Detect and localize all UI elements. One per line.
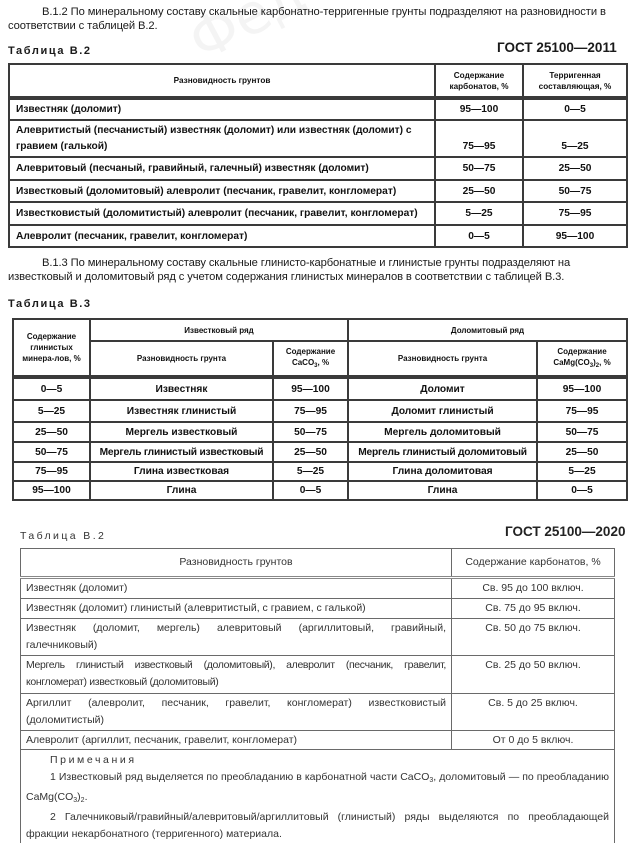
note-1: 1 Известковый ряд выделяется по преобладанию в карбонатной части CaCO$_3$, доломитовый — по преобладанию $CaMg(CO_3)_2$. [26, 769, 609, 809]
variety-cell: Аргиллит (алевролит, песчаник, гравелит, конгломерат) известковистый (доломитистый) [21, 693, 452, 730]
variety-cell: Известняк (доломит, мергель) алевритовый (аргиллитовый, гравийный, галечниковый) [21, 618, 452, 655]
calc-name-cell: Известняк глинистый [90, 400, 273, 422]
table-b3-2011 [12, 318, 628, 501]
standard-label-2011: ГОСТ 25100—2011 [497, 40, 617, 55]
carbonates-cell: 0—5 [435, 225, 523, 247]
variety-cell: Известковый (доломитовый) алевролит (песчаник, гравелит, конгломерат) [9, 180, 435, 202]
caco3-cell: 75—95 [273, 400, 348, 422]
table-row [21, 730, 615, 750]
table-b2-2020-caption: Таблица В.2 [20, 530, 106, 542]
clay-cell: 5—25 [13, 400, 90, 422]
variety-cell: Известняк (доломит) [9, 98, 435, 120]
note-2: 2 Галечниковый/гравийный/алевритовый/аргиллитовый (глинистый) ряды выделяются по преобладающей фракции некарбонатного (терригенного) материала. [26, 809, 609, 843]
paragraph-b13: В.1.3 По минеральному составу скальные глинисто-карбонатные и глинистые грунты подразделяют на известковый и доломитовый ряд с учетом содержания глинистых минералов в соответствии с таблицей В.3. [8, 256, 628, 284]
table-row [13, 377, 627, 400]
camg-cell: 25—50 [537, 442, 627, 462]
carbonates-cell: Св. 50 до 75 включ. [452, 618, 615, 655]
table-row [9, 225, 627, 247]
table-row [13, 481, 627, 500]
table-row [21, 578, 615, 599]
camg-cell: 50—75 [537, 422, 627, 442]
table-row [9, 98, 627, 120]
table-row [21, 693, 615, 730]
notes-row [21, 750, 615, 843]
caco3-cell: 25—50 [273, 442, 348, 462]
clay-cell: 25—50 [13, 422, 90, 442]
table-row [9, 157, 627, 180]
variety-cell: Алевролит (песчаник, гравелит, конгломерат) [9, 225, 435, 247]
table-b3-caption: Таблица В.3 [8, 297, 92, 311]
carbonates-cell: Св. 25 до 50 включ. [452, 655, 615, 693]
standard-label-2020: ГОСТ 25100—2020 [505, 524, 625, 539]
table-row [21, 618, 615, 655]
carbonates-cell: 50—75 [435, 157, 523, 180]
table-b2-caption: Таблица В.2 [8, 44, 92, 58]
variety-cell: Известковистый (доломитистый) алевролит (песчаник, гравелит, конгломерат) [9, 202, 435, 225]
clay-cell: 95—100 [13, 481, 90, 500]
table-row [21, 655, 615, 693]
notes-title: Примечания [26, 752, 609, 769]
camg-cell: 5—25 [537, 462, 627, 481]
calc-name-cell: Мергель глинистый известковый [90, 442, 273, 462]
variety-cell: Алевролит (аргиллит, песчаник, гравелит, конгломерат) [21, 730, 452, 750]
variety-cell: Известняк (доломит) глинистый (алевритистый, с гравием, с галькой) [21, 598, 452, 618]
notes-cell [21, 750, 615, 843]
table-row [9, 180, 627, 202]
col-header-camg: Содержание $CaMg(CO_3)_2$, % [537, 341, 627, 377]
dolo-name-cell: Глина [348, 481, 537, 500]
variety-cell: Алевритистый (песчанистый) известняк (доломит) или известняк (доломит) с гравием (галькой) [9, 120, 435, 157]
col-header-calc-variety: Разновидность грунта [90, 341, 273, 377]
carbonates-cell: 75—95 [435, 120, 523, 157]
variety-cell: Алевритовый (песчаный, гравийный, галечный) известняк (доломит) [9, 157, 435, 180]
col-header-dolo-variety: Разновидность грунта [348, 341, 537, 377]
variety-cell: Известняк (доломит) [21, 578, 452, 599]
camg-cell: 95—100 [537, 377, 627, 400]
caco3-cell: 0—5 [273, 481, 348, 500]
carbonates-cell: Св. 95 до 100 включ. [452, 578, 615, 599]
calc-name-cell: Мергель известковый [90, 422, 273, 442]
col-header-dolomitic-series: Доломитовый ряд [348, 319, 627, 341]
terrigenous-cell: 95—100 [523, 225, 627, 247]
dolo-name-cell: Доломит глинистый [348, 400, 537, 422]
col-header-caco3: Содержание CaCO$_3$, % [273, 341, 348, 377]
caco3-cell: 95—100 [273, 377, 348, 400]
terrigenous-cell: 5—25 [523, 120, 627, 157]
col-header-variety: Разновидность грунтов [21, 549, 452, 578]
col-header-carbonates: Содержание карбонатов, % [452, 549, 615, 578]
clay-cell: 0—5 [13, 377, 90, 400]
table-row [13, 400, 627, 422]
calc-name-cell: Глина известковая [90, 462, 273, 481]
paragraph-b12: В.1.2 По минеральному составу скальные карбонатно-терригенные грунты подразделяют на разновидности в соответствии с таблицей В.2. [8, 5, 628, 33]
variety-cell: Мергель глинистый известковый (доломитовый), алевролит (песчаник, гравелит, конгломерат) известковый (доломитовый) [21, 655, 452, 693]
table-row [9, 120, 627, 157]
camg-cell: 0—5 [537, 481, 627, 500]
terrigenous-cell: 0—5 [523, 98, 627, 120]
col-header-carbonates: Содержание карбонатов, % [435, 64, 523, 98]
terrigenous-cell: 25—50 [523, 157, 627, 180]
table-b2-2011 [8, 63, 628, 248]
table-row [13, 462, 627, 481]
calc-name-cell: Глина [90, 481, 273, 500]
carbonates-cell: 95—100 [435, 98, 523, 120]
clay-cell: 50—75 [13, 442, 90, 462]
table-row [13, 422, 627, 442]
dolo-name-cell: Мергель глинистый доломитовый [348, 442, 537, 462]
carbonates-cell: Св. 5 до 25 включ. [452, 693, 615, 730]
table-row [13, 442, 627, 462]
carbonates-cell: 5—25 [435, 202, 523, 225]
caco3-cell: 5—25 [273, 462, 348, 481]
dolo-name-cell: Мергель доломитовый [348, 422, 537, 442]
clay-cell: 75—95 [13, 462, 90, 481]
table-b2-2020 [20, 548, 615, 843]
terrigenous-cell: 75—95 [523, 202, 627, 225]
calc-name-cell: Известняк [90, 377, 273, 400]
col-header-variety: Разновидность грунтов [9, 64, 435, 98]
table-row [9, 202, 627, 225]
carbonates-cell: Св. 75 до 95 включ. [452, 598, 615, 618]
camg-cell: 75—95 [537, 400, 627, 422]
col-header-terrigenous: Терригенная составляющая, % [523, 64, 627, 98]
carbonates-cell: От 0 до 5 включ. [452, 730, 615, 750]
terrigenous-cell: 50—75 [523, 180, 627, 202]
caco3-cell: 50—75 [273, 422, 348, 442]
dolo-name-cell: Глина доломитовая [348, 462, 537, 481]
col-header-calcareous-series: Известковый ряд [90, 319, 348, 341]
table-row [21, 598, 615, 618]
dolo-name-cell: Доломит [348, 377, 537, 400]
carbonates-cell: 25—50 [435, 180, 523, 202]
col-header-clay-content: Содержание глинистых минера-лов, % [13, 319, 90, 377]
